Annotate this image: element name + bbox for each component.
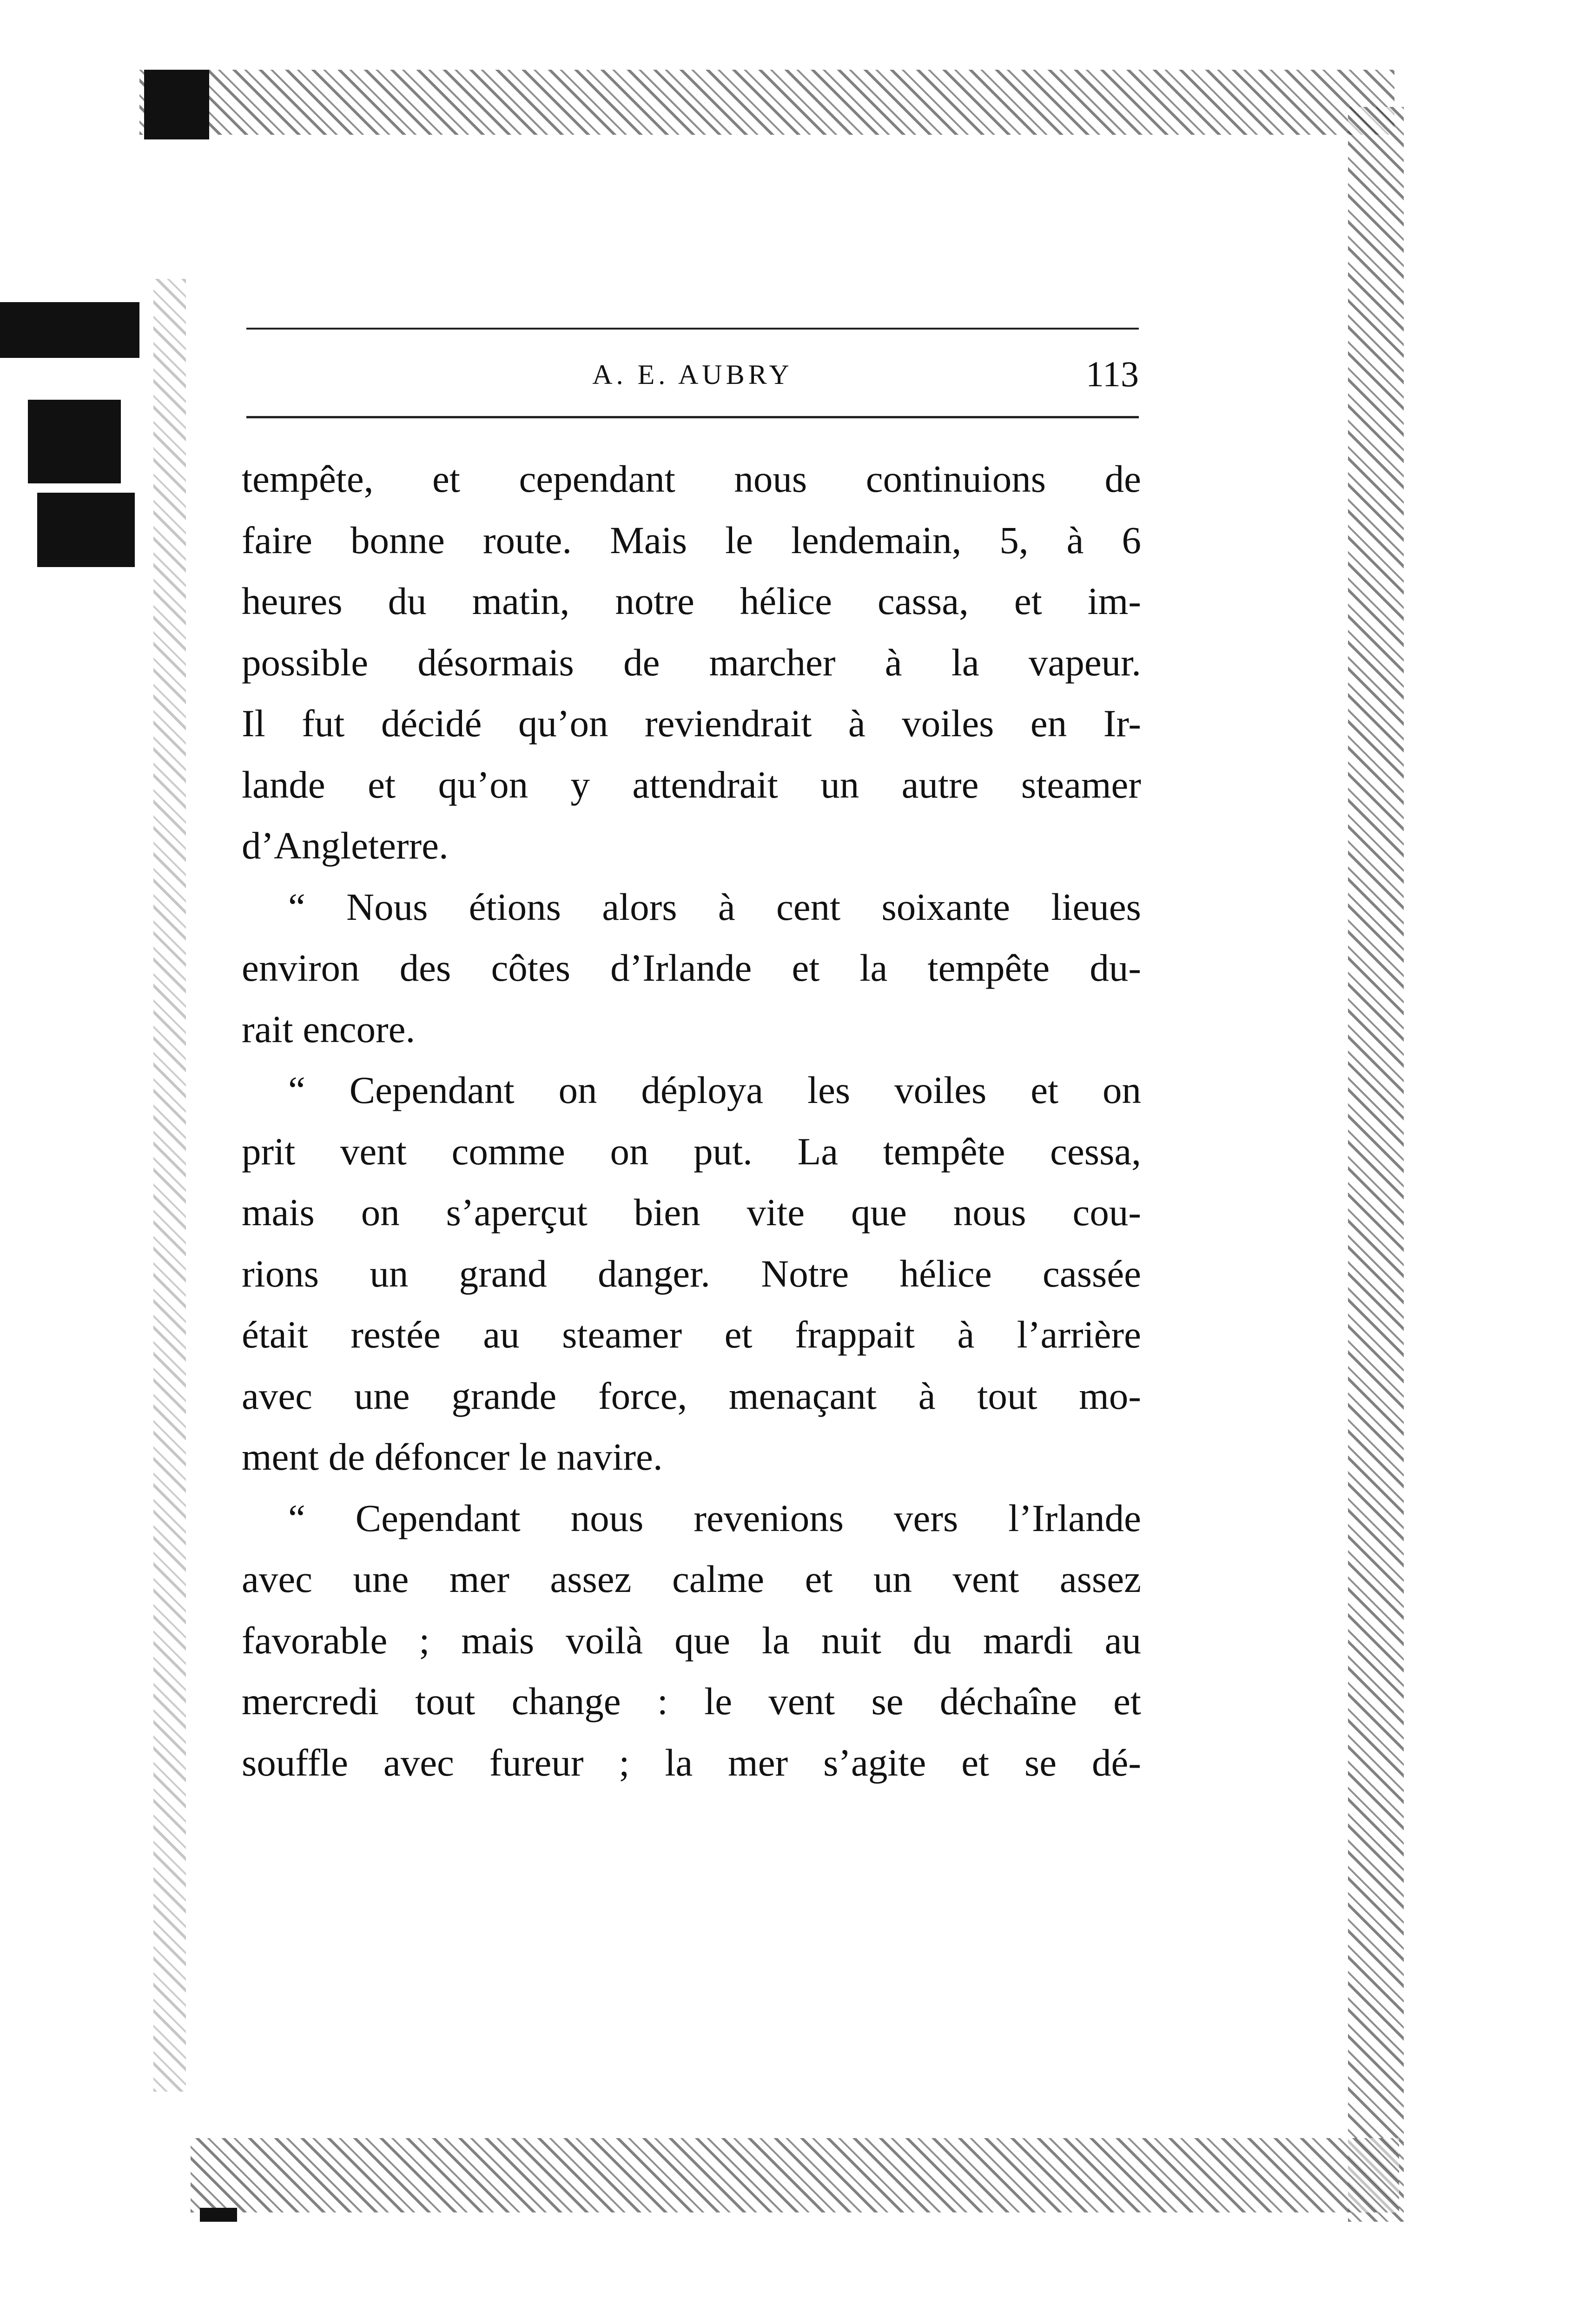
text-line: Il fut décidé qu’on reviendrait à voiles en Ir- <box>242 702 1141 745</box>
text-line: d’Angleterre. <box>242 824 449 867</box>
text-line: prit vent comme on put. La tempête cessa, <box>242 1129 1141 1173</box>
text-line: “ Cependant nous revenions vers l’Irlande <box>288 1496 1141 1539</box>
page-number: 113 <box>1085 354 1139 394</box>
text-line: faire bonne route. Mais le lendemain, 5, à 6 <box>242 518 1141 561</box>
text-line: était restée au steamer et frappait à l’arrière <box>242 1313 1141 1356</box>
scan-blot <box>200 2208 237 2222</box>
scan-blot <box>37 493 135 567</box>
scan-edge-top <box>139 70 1394 135</box>
header-rule-top <box>246 328 1139 330</box>
scan-blot <box>0 302 139 358</box>
text-line: favorable ; mais voilà que la nuit du mardi au <box>242 1618 1141 1662</box>
text-line: avec une mer assez calme et un vent assez <box>242 1558 1141 1600</box>
text-line: rions un grand danger. Notre hélice cassée <box>242 1252 1141 1295</box>
text-line: tempête, et cependant nous continuions de <box>242 457 1141 500</box>
text-line: avec une grande force, menaçant à tout mo- <box>242 1374 1141 1417</box>
text-line: mais on s’aperçut bien vite que nous cou- <box>242 1191 1141 1234</box>
text-line: environ des côtes d’Irlande et la tempête du- <box>242 946 1141 989</box>
text-line: rait encore. <box>242 1007 416 1050</box>
running-head <box>246 353 1139 404</box>
header-rule-bottom <box>246 416 1139 418</box>
scan-edge-bottom <box>191 2138 1399 2212</box>
text-line: possible désormais de marcher à la vapeur. <box>242 640 1141 684</box>
body-text <box>242 449 1141 1793</box>
scan-edge-right <box>1348 107 1404 2222</box>
running-title: A. E. AUBRY <box>592 359 793 390</box>
text-line: souffle avec fureur ; la mer s’agite et se dé- <box>242 1741 1141 1784</box>
text-line: mercredi tout change : le vent se déchaîne et <box>242 1680 1141 1723</box>
scan-edge-left <box>153 279 186 2092</box>
text-line: ment de défoncer le navire. <box>242 1435 663 1478</box>
text-line: heures du matin, notre hélice cassa, et im- <box>242 580 1141 622</box>
text-line: lande et qu’on y attendrait un autre steamer <box>242 763 1141 806</box>
text-line: “ Nous étions alors à cent soixante lieues <box>288 885 1141 928</box>
scan-blot <box>144 70 209 139</box>
scan-blot <box>28 400 121 483</box>
text-line: “ Cependant on déploya les voiles et on <box>288 1069 1141 1111</box>
